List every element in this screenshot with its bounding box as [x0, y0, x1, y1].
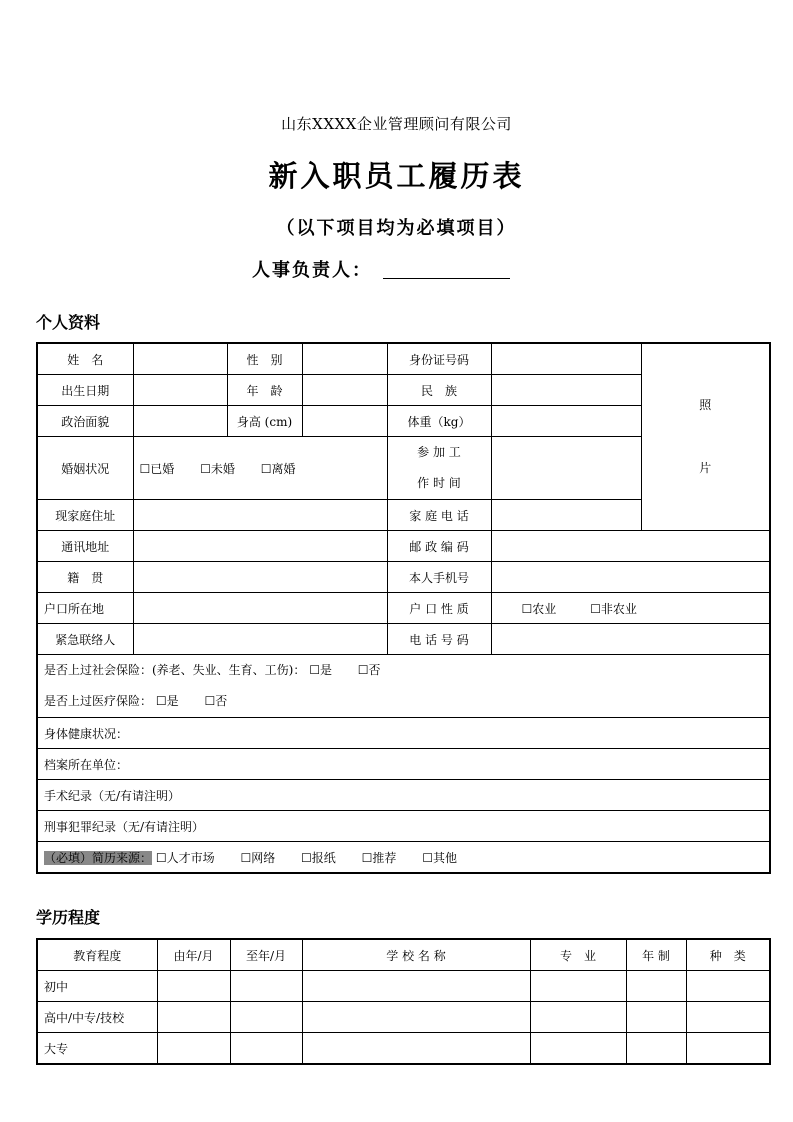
photo-label-top: 照: [699, 398, 712, 412]
edu-level-cell: 高中/中专/技校: [37, 1002, 157, 1033]
hr-signature-field[interactable]: [383, 278, 510, 279]
edu-years-cell[interactable]: [626, 971, 686, 1002]
edu-to-cell[interactable]: [230, 1033, 302, 1065]
home-phone-label: 家 庭 电 话: [387, 500, 491, 531]
weight-field[interactable]: [491, 406, 641, 437]
edu-header-from: 由年/月: [157, 939, 230, 971]
gender-field[interactable]: [302, 343, 387, 375]
edu-years-cell[interactable]: [626, 1033, 686, 1065]
ethnicity-label: 民 族: [387, 375, 491, 406]
id-number-field[interactable]: [491, 343, 641, 375]
medical-insurance-line: [44, 686, 763, 717]
source-newspaper-checkbox[interactable]: ☐报纸: [301, 850, 336, 865]
postcode-label: 邮 政 编 码: [387, 531, 491, 562]
social-insurance-line: [44, 655, 763, 686]
personal-info-table: [36, 342, 771, 874]
marital-single-checkbox[interactable]: ☐未婚: [200, 461, 235, 476]
edu-to-cell[interactable]: [230, 971, 302, 1002]
mobile-label: 本人手机号: [387, 562, 491, 593]
photo-label-bottom: 片: [699, 461, 712, 475]
medical-insurance-label: 是否上过医疗保险：: [44, 694, 153, 708]
edu-header-school: 学 校 名 称: [302, 939, 530, 971]
edu-header-major: 专 业: [530, 939, 626, 971]
hukou-place-label: 户口所在地: [37, 593, 133, 624]
hukou-place-field[interactable]: [133, 593, 387, 624]
home-address-label: 现家庭住址: [37, 500, 133, 531]
edu-header-type: 种 类: [686, 939, 770, 971]
source-talent-market-checkbox[interactable]: ☐人才市场: [155, 850, 215, 865]
section-education-title: 学历程度: [36, 908, 101, 927]
edu-header-years: 年 制: [626, 939, 686, 971]
birth-date-field[interactable]: [133, 375, 227, 406]
native-place-label: 籍 贯: [37, 562, 133, 593]
mail-address-field[interactable]: [133, 531, 387, 562]
weight-label: 体重（kg）: [387, 406, 491, 437]
ethnicity-field[interactable]: [491, 375, 641, 406]
criminal-row[interactable]: 刑事犯罪纪录（无/有请注明）: [37, 811, 770, 842]
form-subtitle: （以下项目均为必填项目）: [276, 218, 517, 239]
edu-to-cell[interactable]: [230, 1002, 302, 1033]
edu-level-cell: 初中: [37, 971, 157, 1002]
edu-header-level: 教育程度: [37, 939, 157, 971]
political-field[interactable]: [133, 406, 227, 437]
section-personal-title: 个人资料: [36, 313, 101, 332]
work-start-field[interactable]: [491, 437, 641, 500]
work-start-label: [387, 437, 491, 500]
photo-box[interactable]: [641, 343, 770, 531]
mobile-field[interactable]: [491, 562, 770, 593]
edu-header-to: 至年/月: [230, 939, 302, 971]
name-field[interactable]: [133, 343, 227, 375]
marital-married-checkbox[interactable]: ☐已婚: [139, 461, 175, 476]
edu-from-cell[interactable]: [157, 1002, 230, 1033]
form-title: 新入职员工履历表: [268, 159, 525, 193]
table-row: [37, 1033, 770, 1065]
hukou-nonagri-checkbox[interactable]: ☐非农业: [590, 601, 637, 616]
source-referral-checkbox[interactable]: ☐推荐: [361, 850, 397, 865]
age-label: 年 龄: [227, 375, 302, 406]
social-insurance-yes-checkbox[interactable]: ☐是: [309, 663, 332, 677]
edu-school-cell[interactable]: [302, 1033, 530, 1065]
company-name: 山东XXXX企业管理顾问有限公司: [281, 115, 512, 133]
edu-major-cell[interactable]: [530, 1002, 626, 1033]
birth-date-label: 出生日期: [37, 375, 133, 406]
marital-label: 婚姻状况: [37, 437, 133, 500]
political-label: 政治面貌: [37, 406, 133, 437]
edu-level-cell: 大专: [37, 1033, 157, 1065]
name-label: 姓 名: [37, 343, 133, 375]
edu-type-cell[interactable]: [686, 1002, 770, 1033]
edu-years-cell[interactable]: [626, 1002, 686, 1033]
height-field[interactable]: [302, 406, 387, 437]
edu-from-cell[interactable]: [157, 1033, 230, 1065]
medical-insurance-no-checkbox[interactable]: ☐否: [204, 694, 228, 708]
emergency-contact-field[interactable]: [133, 624, 387, 655]
resume-source-row: [37, 842, 770, 874]
social-insurance-no-checkbox[interactable]: ☐否: [357, 663, 381, 677]
medical-insurance-yes-checkbox[interactable]: ☐是: [155, 694, 179, 708]
archive-unit-row[interactable]: 档案所在单位：: [37, 749, 770, 780]
emergency-contact-label: 紧急联络人: [37, 624, 133, 655]
surgery-row[interactable]: 手术纪录（无/有请注明）: [37, 780, 770, 811]
native-place-field[interactable]: [133, 562, 387, 593]
insurance-row: [37, 655, 770, 718]
edu-from-cell[interactable]: [157, 971, 230, 1002]
table-row: [37, 1002, 770, 1033]
edu-major-cell[interactable]: [530, 971, 626, 1002]
hukou-agri-checkbox[interactable]: ☐农业: [521, 601, 557, 616]
mail-address-label: 通讯地址: [37, 531, 133, 562]
health-row[interactable]: 身体健康状况：: [37, 718, 770, 749]
work-start-label-line2: 作 时 间: [417, 476, 461, 490]
contact-phone-label: 电 话 号 码: [387, 624, 491, 655]
home-address-field[interactable]: [133, 500, 387, 531]
education-table: [36, 938, 771, 1065]
hukou-type-options: [491, 593, 770, 624]
edu-school-cell[interactable]: [302, 1002, 530, 1033]
table-row: [37, 971, 770, 1002]
home-phone-field[interactable]: [491, 500, 641, 531]
source-internet-checkbox[interactable]: ☐网络: [240, 850, 276, 865]
resume-source-label: （必填）简历来源：: [44, 850, 153, 865]
height-label: 身高 (cm): [227, 406, 302, 437]
source-other-checkbox[interactable]: ☐其他: [422, 850, 457, 865]
postcode-field[interactable]: [491, 531, 770, 562]
id-number-label: 身份证号码: [387, 343, 491, 375]
hukou-type-label: 户 口 性 质: [387, 593, 491, 624]
hr-label: 人事负责人：: [252, 260, 372, 281]
work-start-label-line1: 参 加 工: [417, 445, 461, 459]
age-field[interactable]: [302, 375, 387, 406]
contact-phone-field[interactable]: [491, 624, 770, 655]
edu-type-cell[interactable]: [686, 1033, 770, 1065]
social-insurance-label: 是否上过社会保险：(养老、失业、生育、工伤)：: [44, 663, 306, 677]
edu-major-cell[interactable]: [530, 1033, 626, 1065]
marital-divorced-checkbox[interactable]: ☐离婚: [260, 461, 296, 476]
gender-label: 性 别: [227, 343, 302, 375]
edu-type-cell[interactable]: [686, 971, 770, 1002]
marital-options: [133, 437, 387, 500]
edu-school-cell[interactable]: [302, 971, 530, 1002]
